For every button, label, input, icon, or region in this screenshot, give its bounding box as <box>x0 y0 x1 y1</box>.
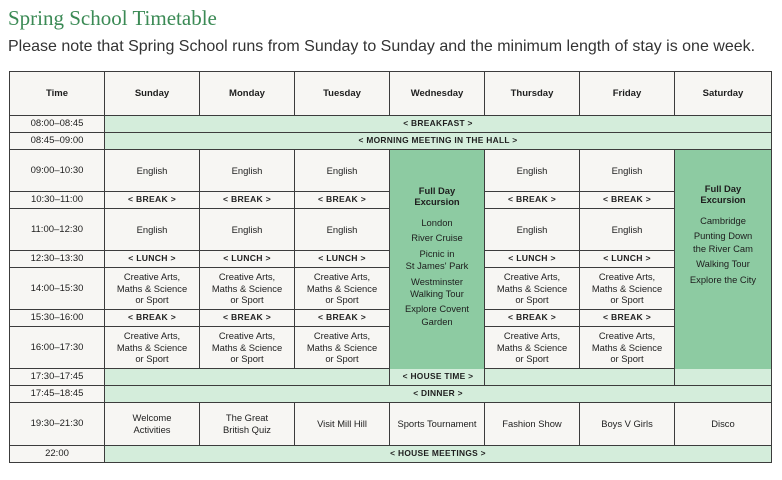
page-subtitle: Please note that Spring School runs from Sunday to Sunday and the minimum length of stay is one week. <box>8 38 756 55</box>
table-row-evening <box>10 403 772 446</box>
excursion-item: Walking Tour <box>410 288 464 300</box>
header-tuesday: Tuesday <box>295 72 390 116</box>
excursion-item: Punting Down <box>693 230 753 242</box>
time-cell: 17:45–18:45 <box>10 386 105 403</box>
wednesday-excursion <box>390 150 485 386</box>
excursion-item: Westminster <box>411 275 463 287</box>
activity-cell: Creative Arts, Maths & Science or Sport <box>580 327 675 369</box>
lesson-cell: English <box>200 209 295 251</box>
break-cell: < BREAK > <box>485 192 580 209</box>
lesson-cell: English <box>485 150 580 192</box>
lunch-cell: < LUNCH > <box>485 251 580 268</box>
header-friday: Friday <box>580 72 675 116</box>
lesson-cell: English <box>580 150 675 192</box>
excursion-item: Walking Tour <box>696 258 750 270</box>
activity-cell: Creative Arts, Maths & Science or Sport <box>105 327 200 369</box>
time-cell: 17:30–17:45 <box>10 369 105 386</box>
evening-cell-tuesday: Visit Mill Hill <box>295 403 390 446</box>
evening-cell-thursday: Fashion Show <box>485 403 580 446</box>
excursion-title: Full Day Excursion <box>414 185 460 207</box>
excursion-item: Garden <box>421 315 453 327</box>
house-time-band: < HOUSE TIME > <box>105 369 772 386</box>
lesson-cell: English <box>485 209 580 251</box>
header-saturday: Saturday <box>675 72 772 116</box>
break-cell: < BREAK > <box>105 192 200 209</box>
table-row-house-meetings <box>10 446 772 463</box>
break-cell: < BREAK > <box>580 310 675 327</box>
lunch-cell: < LUNCH > <box>200 251 295 268</box>
page-title: Spring School Timetable <box>8 6 217 30</box>
break-cell: < BREAK > <box>295 310 390 327</box>
break-cell: < BREAK > <box>200 192 295 209</box>
header-row <box>10 72 772 116</box>
evening-cell-monday: The Great British Quiz <box>200 403 295 446</box>
time-cell: 14:00–15:30 <box>10 268 105 310</box>
table-row-dinner <box>10 386 772 403</box>
break-cell: < BREAK > <box>105 310 200 327</box>
activity-cell: Creative Arts, Maths & Science or Sport <box>485 268 580 310</box>
time-cell: 10:30–11:00 <box>10 192 105 209</box>
lunch-cell: < LUNCH > <box>105 251 200 268</box>
header-time: Time <box>10 72 105 116</box>
time-cell: 08:00–08:45 <box>10 116 105 133</box>
table-row-breakfast <box>10 116 772 133</box>
excursion-item: the River Cam <box>693 242 753 254</box>
time-cell: 22:00 <box>10 446 105 463</box>
evening-cell-wednesday: Sports Tournament <box>390 403 485 446</box>
excursion-item: Explore Covent <box>404 303 470 315</box>
lesson-cell: English <box>295 150 390 192</box>
table-row-lesson-1 <box>10 150 772 192</box>
time-cell: 09:00–10:30 <box>10 150 105 192</box>
header-sunday: Sunday <box>105 72 200 116</box>
table-row-house-time <box>10 369 772 386</box>
activity-cell: Creative Arts, Maths & Science or Sport <box>580 268 675 310</box>
dinner-band: < DINNER > <box>105 386 772 403</box>
lesson-cell: English <box>105 150 200 192</box>
break-cell: < BREAK > <box>200 310 295 327</box>
activity-cell: Creative Arts, Maths & Science or Sport <box>200 327 295 369</box>
timetable <box>9 71 772 463</box>
evening-cell-friday: Boys V Girls <box>580 403 675 446</box>
excursion-item: River Cruise <box>411 232 463 244</box>
activity-cell: Creative Arts, Maths & Science or Sport <box>200 268 295 310</box>
lesson-cell: English <box>295 209 390 251</box>
excursion-title: Full Day Excursion <box>700 183 746 205</box>
header-thursday: Thursday <box>485 72 580 116</box>
excursion-item: Explore the City <box>689 273 757 285</box>
saturday-excursion <box>675 150 772 386</box>
evening-cell-saturday: Disco <box>675 403 772 446</box>
activity-cell: Creative Arts, Maths & Science or Sport <box>485 327 580 369</box>
breakfast-band: < BREAKFAST > <box>105 116 772 133</box>
lunch-cell: < LUNCH > <box>295 251 390 268</box>
time-cell: 12:30–13:30 <box>10 251 105 268</box>
lesson-cell: English <box>580 209 675 251</box>
time-cell: 08:45–09:00 <box>10 133 105 150</box>
break-cell: < BREAK > <box>485 310 580 327</box>
lunch-cell: < LUNCH > <box>580 251 675 268</box>
time-cell: 16:00–17:30 <box>10 327 105 369</box>
excursion-item: London <box>421 217 453 228</box>
excursion-item: Picnic in <box>419 247 455 259</box>
break-cell: < BREAK > <box>295 192 390 209</box>
activity-cell: Creative Arts, Maths & Science or Sport <box>105 268 200 310</box>
activity-cell: Creative Arts, Maths & Science or Sport <box>295 327 390 369</box>
activity-cell: Creative Arts, Maths & Science or Sport <box>295 268 390 310</box>
time-cell: 11:00–12:30 <box>10 209 105 251</box>
excursion-item: St James' Park <box>405 260 469 272</box>
header-wednesday: Wednesday <box>390 72 485 116</box>
excursion-item: Cambridge <box>700 215 746 226</box>
lesson-cell: English <box>105 209 200 251</box>
morning-meeting-band: < MORNING MEETING IN THE HALL > <box>105 133 772 150</box>
break-cell: < BREAK > <box>580 192 675 209</box>
time-cell: 19:30–21:30 <box>10 403 105 446</box>
header-monday: Monday <box>200 72 295 116</box>
evening-cell-sunday: Welcome Activities <box>105 403 200 446</box>
lesson-cell: English <box>200 150 295 192</box>
table-row-morning-meeting <box>10 133 772 150</box>
house-meetings-band: < HOUSE MEETINGS > <box>105 446 772 463</box>
time-cell: 15:30–16:00 <box>10 310 105 327</box>
